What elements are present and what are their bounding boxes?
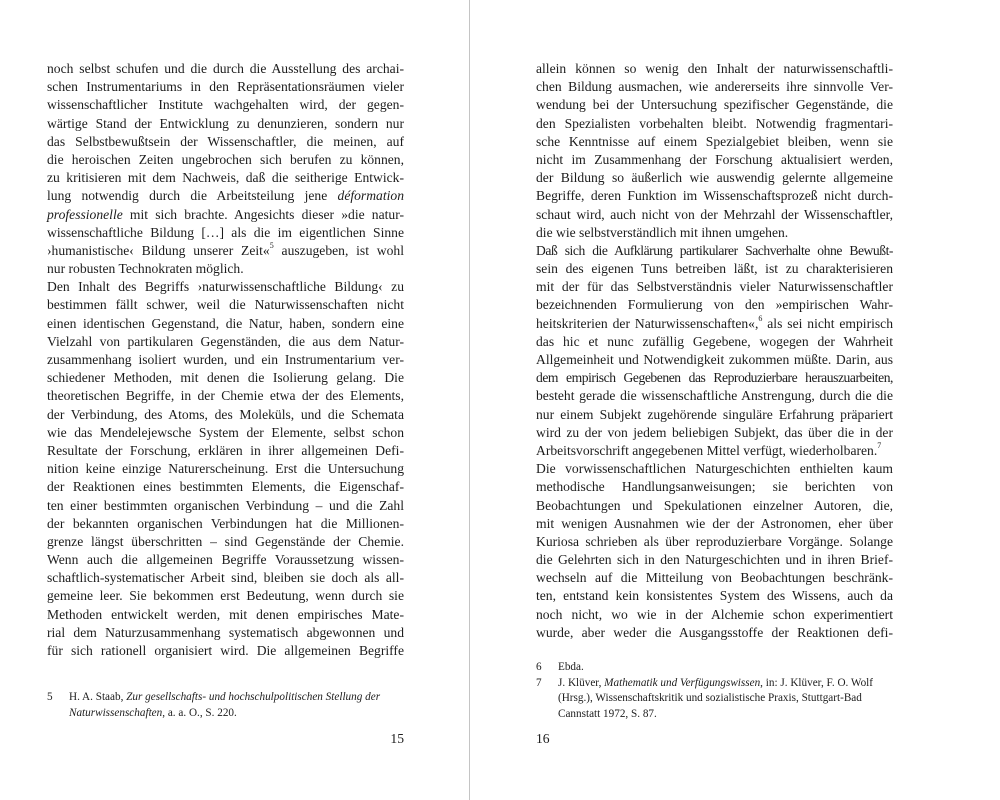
text-line: sein des eigenen Tuns betreiben läßt, ist zu charakterisieren — [536, 261, 893, 277]
page-number: 16 — [536, 731, 550, 746]
text-line: nur einem Subjekt zugehörende singuläre Erfahrung präpariert — [536, 406, 893, 422]
text-line: die wie selbstverständlich mit ihnen umgehen. — [536, 224, 789, 240]
footnote — [47, 690, 404, 721]
text-line: theoretischen Begriffe, in der Chemie etwa der des Elements, — [47, 388, 404, 404]
text-line: Kuriosa schrieben als über reproduzierbare Vorgänge. Solange — [536, 533, 893, 549]
text-line: nition keine einzige Naturerscheinung. Erst die Untersuchung — [47, 461, 404, 477]
text-line: wechseln auf die Mitteilung von Beobachtungen beschränk- — [536, 570, 893, 586]
text-line: zusammenhang isoliert wurden, und ein Instrumentarium ver- — [47, 352, 404, 367]
text-line: ten, entstand kein konsistentes System des Wissens, auch da — [536, 588, 893, 604]
text-line: Beobachtungen und Spekulationen einzelner Autoren, die, — [536, 497, 893, 513]
text-line: der Bildung so äußerlich wie auswendig gelernte allgemeine — [536, 170, 893, 186]
text-line: die Gelehrten sich in den Naturgeschichten und in ihren Brief- — [536, 552, 893, 568]
footnote-marker: 5 — [269, 241, 274, 251]
text-line: der bekannten organischen Verbindungen hat die Millionen- — [47, 515, 404, 531]
text-line: mit der für das Selbstverständnis vieler Naturwissenschaftler — [536, 279, 893, 295]
text-line: zu kritisieren mit dem Nachweis, daß die seitherige Entwick- — [47, 170, 404, 186]
text-line: wendung bei der Untersuchung spezifischer Gegenstände, die — [536, 97, 893, 113]
footnote-marker: 6 — [758, 314, 763, 324]
text-line: für sich rationell organisiert wird. Die allgemeinen Begriffe — [47, 643, 404, 658]
right-page — [536, 0, 893, 800]
footnote — [536, 660, 893, 676]
text-line: nur robusten Technokraten möglich. — [47, 261, 244, 277]
text-line: lung notwendig durch die Arbeitsteilung jene déformation — [47, 188, 404, 204]
text-line: den Spezialisten vorbehalten bleibt. Notwendig fragmentari- — [536, 115, 893, 131]
text-line: grenze längst überschritten – sind Gegenstände der Chemie. — [47, 533, 404, 549]
text-line: einen identischen Gegenstand, die Natur, haben, sondern eine — [47, 315, 404, 331]
text-line: wissenschaftliche Bildung […] als die im eigentlichen Sinne — [47, 224, 404, 240]
footnote-number: 6 — [536, 661, 542, 673]
text-line: Die vorwissenschaftlichen Naturgeschichten enthielten kaum — [536, 461, 893, 477]
footnote-number: 7 — [536, 676, 542, 689]
footnote-text: J. Klüver, Mathematik und Verfügungswissen, in: J. Klüver, F. O. Wolf (Hrsg.), Wissenschaftskritik und sozialistische Praxis, Stuttgart-Bad Cannstatt 1972, S. 87. — [558, 676, 874, 720]
text-line: chen Bildung ausmachen, wie andererseits ihre sinnvolle Ver- — [536, 79, 893, 95]
text-line: Allgemeinheit und Notwendigkeit zukommen müßte. Darin, aus — [536, 352, 893, 367]
text-line: besteht gerade die wissenschaftliche Anstrengung, durch die die — [536, 388, 893, 404]
text-line: schiedener Methoden, mit denen die Isolierung gelang. Die — [47, 370, 404, 386]
gutter-divider — [469, 0, 470, 800]
text-line: nicht im Zusammenhang der Forschung aktualisiert werden, — [536, 151, 893, 167]
right-footnotes — [536, 660, 893, 722]
text-line: methodische Handlungsanweisungen; sie berichten von — [536, 479, 893, 495]
italic-term: professionelle — [47, 206, 123, 222]
text-line: heitskriterien der Naturwissenschaften«,$^6$ als sei nicht empirisch — [536, 314, 893, 331]
text-line: wie das Mendelejewsche System der Elemente, selbst schon — [47, 424, 404, 440]
footnote-number: 5 — [47, 691, 53, 703]
text-line: das hic et nunc zufällig Gegebene, wogegen der Wahrheit — [536, 333, 893, 349]
text-line: professionelle mit sich brachte. Angesichts dieser »die natur- — [47, 206, 404, 222]
text-line: bestimmen fällt schwer, weil die Naturwissenschaften nicht — [47, 297, 404, 313]
right-body-text — [536, 60, 893, 642]
footnote-text: Ebda. — [558, 661, 584, 673]
text-line: gemeine leer. Sie bekommen erst Bedeutung, wenn durch sie — [47, 588, 404, 604]
text-line: wird zu der von jedem beliebigen Subjekt, das über die in der — [536, 424, 893, 440]
text-line: der Reaktionen eines bestimmten Elements, die Eigenschaf- — [47, 479, 404, 495]
text-line: noch selbst schufen und die durch die Ausstellung des archai- — [47, 61, 404, 76]
text-line: der Verbindung, des Atoms, des Moleküls, und die Schemata — [47, 406, 404, 422]
text-line: mit wenigen Ausnahmen wie der der Astronomen, eher über — [536, 515, 893, 531]
text-line: Vielzahl von partikularen Gegenständen, die aus dem Natur- — [47, 333, 404, 349]
left-page — [47, 0, 404, 800]
text-line: Resultate der Forschung, erklären in ihrer allgemeinen Defi- — [47, 442, 404, 458]
text-line: die heroischen Zeiten ungebrochen sich berufen zu können, — [47, 151, 404, 167]
text-line: ten einer bestimmten organischen Verbindung – und die Zahl — [47, 497, 404, 513]
text-line: dem empirisch Gegebenen das Reproduzierbare herauszuarbeiten, — [536, 370, 893, 386]
text-line: das Selbstbewußtsein der Wissenschaftler, die meinen, auf — [47, 133, 404, 149]
text-line: Wenn auch die allgemeinen Begriffe Voraussetzung wissen- — [47, 552, 404, 568]
text-line: Den Inhalt des Begriffs ›naturwissenschaftliche Bildung‹ zu — [47, 279, 404, 295]
text-line: sche Kenntnisse auf einem Spezialgebiet bleiben, wenn sie — [536, 133, 893, 149]
text-line: Methoden entwickelt werden, mit denen empirisches Mate- — [47, 606, 404, 622]
left-body-text — [47, 60, 404, 660]
text-line: Daß sich die Aufklärung partikularer Sachverhalte ohne Bewußt- — [536, 242, 893, 258]
text-line: wärtige Stand der Entwicklung zu denunzieren, sondern nur — [47, 115, 404, 131]
page-number: 15 — [390, 731, 404, 746]
text-line: rial dem Naturzusammenhang systematisch abgewonnen und — [47, 624, 404, 640]
text-line: Begriffe, deren Funktion im Wissenschaftsprozeß nicht durch- — [536, 188, 893, 204]
text-line: schaut wird, auch nicht von der Mehrzahl der Wissenschaftler, — [536, 206, 893, 222]
text-line: allein können so wenig den Inhalt der naturwissenschaftli- — [536, 61, 893, 76]
text-line: schaftlich-systematischer Arbeit sind, bleiben sie doch als all- — [47, 570, 404, 586]
text-line: bezeichnenden Formulierung von den »empirischen Wahr- — [536, 297, 893, 313]
footnote-text: H. A. Staab, Zur gesellschafts- und hochschulpolitischen Stellung der Naturwissenschaften, a. a. O., S. 220. — [69, 691, 381, 719]
text-line: wissenschaftlicher Institute wachgehalten wird, der gegen- — [47, 97, 404, 113]
text-line: ›humanistische‹ Bildung unserer Zeit«$^5$ auszugeben, ist wohl — [47, 241, 404, 258]
text-line: noch nicht, wo wie in der Alchemie schon experimentiert — [536, 606, 893, 622]
left-footnotes — [47, 690, 404, 721]
footnote-marker: 7 — [877, 441, 882, 451]
italic-term: déformation — [337, 188, 404, 204]
text-line: schen Instrumentariums in den Repräsentationsräumen vieler — [47, 79, 404, 95]
text-line: Arbeitsvorschrift angegebenen Mittel verfügt, wiederholbaren.$^7$ — [536, 441, 882, 458]
text-line: wurde, aber weder die Ausgangsstoffe der Reaktionen defi- — [536, 624, 893, 640]
footnote — [536, 676, 893, 723]
